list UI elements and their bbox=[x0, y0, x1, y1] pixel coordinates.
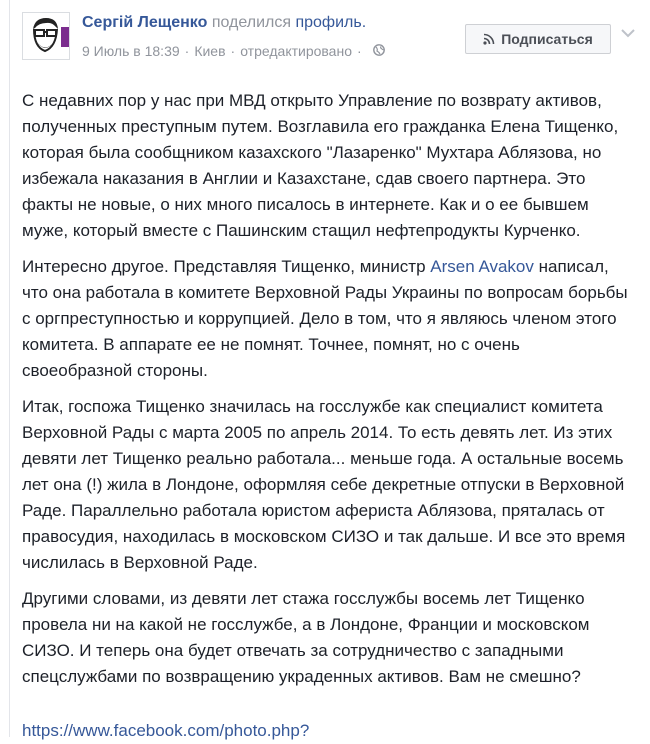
post-paragraph-1: С недавних пор у нас при МВД открыто Управление по возврату активов, полученных преступным путем. Возглавила его гражданка Елена Тищенко, которая была сообщником казахского "Лазаренко" Мухтара Аблязова, но избежала наказания в Англии и Казахстане, сдав своего партнера. Это факты не новые, о них много писалось в интернете. Как и о ее бывшем муже, который вместе с Пашинским стащил нефтепродукты Курченко. bbox=[22, 91, 619, 240]
chevron-down-icon[interactable] bbox=[620, 26, 636, 44]
post-meta bbox=[82, 43, 385, 59]
post-paragraph-3: Итак, госпожа Тищенко значилась на госслужбе как специалист комитета Верховной Рады с марта 2005 по апрель 2014. То есть девять лет. Из этих девяти лет Тищенко реально работала... меньше года. А остальные восемь лет она (!) жила в Лондоне, оформляя себе декретные отпуски в Верховной Раде. Параллельно работала юристом афериста Аблязова, пряталась от правосудия, находилась в московском СИЗО и так дальше. И все это время числилась в Верховной Раде. bbox=[22, 397, 626, 572]
post-date-link[interactable]: 9 Июль в 18:39 bbox=[82, 43, 180, 59]
subscribe-label: Подписаться bbox=[501, 31, 593, 47]
globe-icon[interactable] bbox=[373, 43, 385, 59]
post-paragraph-4: Другими словами, из девяти лет стажа госслужбы восемь лет Тищенко провела ни на какой не госслужбе, а в Лондоне, Франции и московском СИЗО. И теперь она будет отвечать за сотрудничество с западными спецслужбами по возвращению украденных активов. Вам не смешно? bbox=[22, 589, 590, 686]
paragraph-2-text-end: написал, что она работала в комитете Верховной Рады Украины по вопросам борьбы с оргпреступностью и коррупцией. Дело в том, что я являюсь членом этого комитета. В аппарате ее не помнят. Точнее, помнят, но с очень своеобразной стороны. bbox=[22, 257, 628, 380]
post-body bbox=[22, 88, 634, 700]
separator-dot: · bbox=[230, 43, 236, 59]
profile-link[interactable]: профиль. bbox=[295, 14, 367, 31]
rss-icon bbox=[483, 33, 495, 45]
author-name-link[interactable]: Сергій Лещенко bbox=[82, 14, 208, 31]
author-line bbox=[82, 14, 366, 32]
subscribe-button[interactable] bbox=[465, 24, 611, 54]
paragraph-2-text-start: Интересно другое. Представляя Тищенко, министр bbox=[22, 257, 431, 276]
post-location-link[interactable]: Киев bbox=[194, 43, 226, 59]
photo-link[interactable]: https://www.facebook.com/photo.php? bbox=[22, 721, 310, 740]
post-border bbox=[9, 0, 10, 737]
action-text: поделился bbox=[211, 14, 292, 31]
post-header bbox=[22, 12, 640, 72]
separator-dot: · bbox=[184, 43, 190, 59]
edited-label[interactable]: отредактировано bbox=[240, 43, 352, 59]
mention-link[interactable]: Arsen Avakov bbox=[430, 257, 534, 276]
avatar[interactable] bbox=[22, 12, 70, 60]
post-paragraph-2 bbox=[22, 254, 634, 384]
separator-dot: · bbox=[356, 43, 362, 59]
